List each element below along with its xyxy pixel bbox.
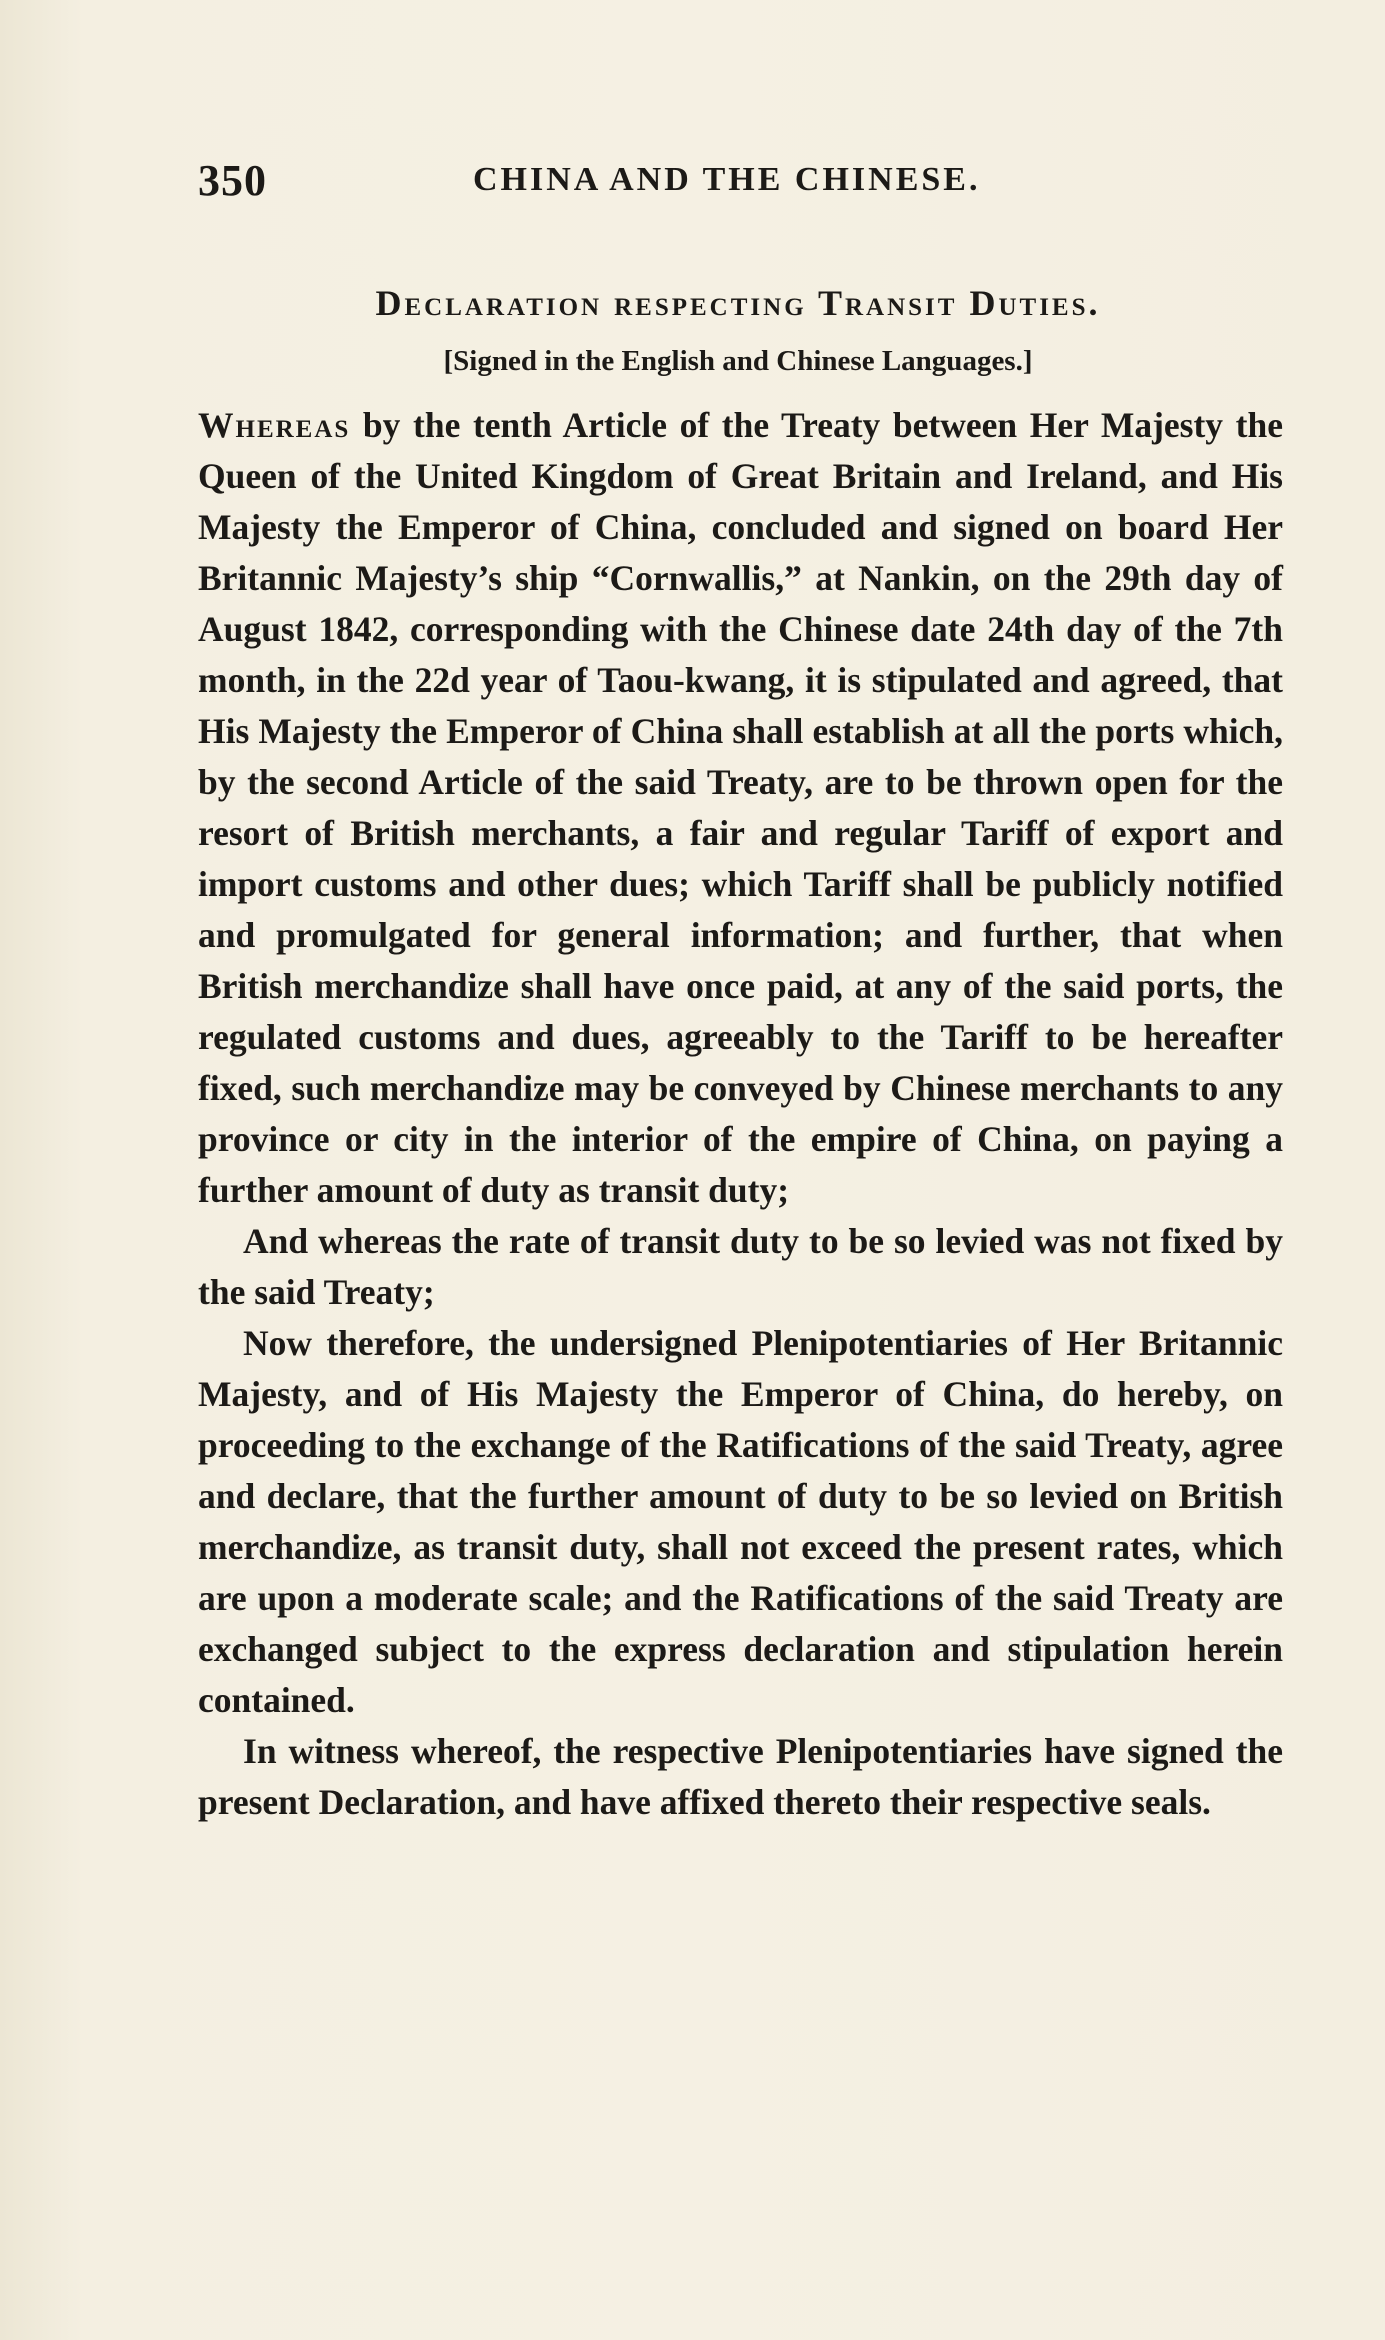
paragraph-lead-word: Whereas xyxy=(198,405,351,445)
running-head xyxy=(198,155,1298,215)
paragraph-whereas xyxy=(198,400,1283,1216)
section-subheading: [Signed in the English and Chinese Languages.] xyxy=(443,345,1033,377)
page-number: 350 xyxy=(198,156,267,205)
running-title: CHINA AND THE CHINESE. xyxy=(473,161,981,198)
paragraph-in-witness: In witness whereof, the respective Plenipotentiaries have signed the present Declaration, and have affixed thereto their respective seals. xyxy=(198,1731,1283,1822)
paragraph-and-whereas: And whereas the rate of transit duty to be so levied was not fixed by the said Treaty; xyxy=(198,1221,1283,1312)
section-heading: Declaration respecting Transit Duties. xyxy=(375,283,1101,323)
paragraph-text: by the tenth Article of the Treaty between Her Majesty the Queen of the United Kingdom of Great Britain and Ireland, and His Majesty the Emperor of China, concluded and signed on board Her Britannic Majesty’s ship “Cornwallis,” at Nankin, on the 29th day of August 1842, corresponding with the Chinese date 24th day of the 7th month, in the 22d year of Taou-kwang, it is stipulated and agreed, that His Majesty the Emperor of China shall establish at all the ports which, by the second Article of the said Treaty, are to be thrown open for the resort of British merchants, a fair and regular Tariff of export and import customs and other dues; which Tariff shall be publicly notified and promulgated for general information; and further, that when British merchandize shall have once paid, at any of the said ports, the regulated customs and dues, agreeably to the Tariff to be hereafter fixed, such merchandize may be conveyed by Chinese merchants to any province or city in the interior of the empire of China, on paying a further amount of duty as transit duty; xyxy=(198,405,1283,1210)
body-text xyxy=(198,400,1283,1828)
paragraph-now-therefore: Now therefore, the undersigned Plenipotentiaries of Her Britannic Majesty, and of His Majesty the Emperor of China, do hereby, on proceeding to the exchange of the Ratifications of the said Treaty, agree and declare, that the further amount of duty to be so levied on British merchandize, as transit duty, shall not exceed the present rates, which are upon a moderate scale; and the Ratifications of the said Treaty are exchanged subject to the express declaration and stipulation herein contained. xyxy=(198,1323,1283,1720)
